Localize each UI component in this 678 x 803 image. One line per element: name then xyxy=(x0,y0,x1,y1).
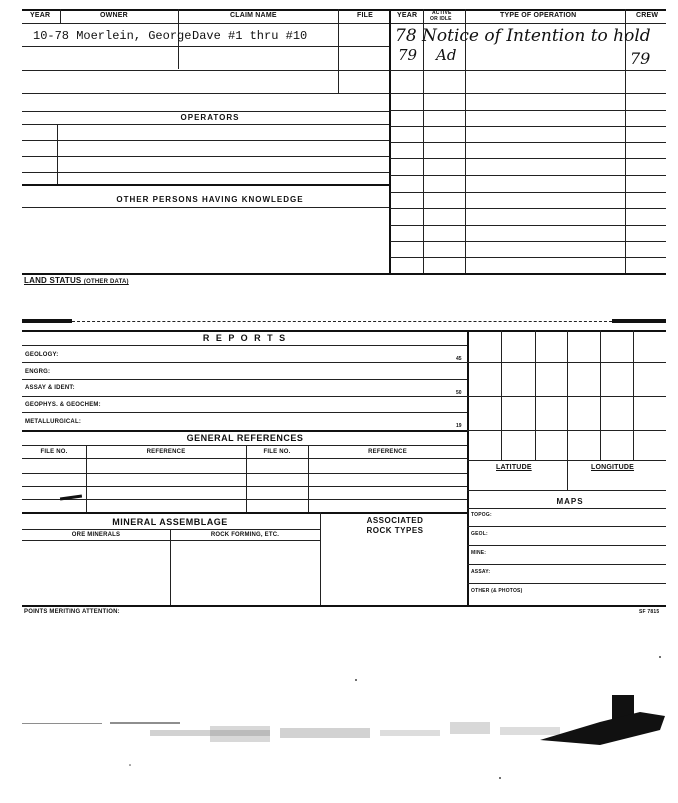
file-no2-header: FILE NO. xyxy=(263,449,291,455)
reports-heading: R E P O R T S xyxy=(202,333,288,343)
active-header: ACTIVE xyxy=(432,10,452,16)
num-50: 50 xyxy=(456,390,462,396)
geol-label: GEOL: xyxy=(471,531,488,537)
claim-name-header: CLAIM NAME xyxy=(230,12,277,19)
handwritten-year: 79 xyxy=(398,46,418,64)
num-45: 45 xyxy=(456,356,462,362)
land-status-text: LAND STATUS xyxy=(24,276,82,285)
geophys-label: GEOPHYS. & GEOCHEM: xyxy=(25,402,101,408)
type-operation-header: TYPE OF OPERATION xyxy=(500,12,577,19)
general-references-heading: GENERAL REFERENCES xyxy=(186,433,304,443)
reference2-header: REFERENCE xyxy=(368,449,407,455)
claim-entry: Dave #1 thru #10 xyxy=(192,29,308,43)
mineral-assemblage-heading: MINERAL ASSEMBLAGE xyxy=(112,517,228,527)
assay-label: ASSAY & IDENT: xyxy=(25,385,75,391)
topog-label: TOPOG: xyxy=(471,512,492,518)
land-status-label xyxy=(24,276,129,285)
year-header: YEAR xyxy=(30,12,51,19)
idle-header: OR IDLE xyxy=(430,16,452,22)
owner-entry: 10-78 Moerlein, George xyxy=(33,29,192,43)
other-persons-heading: OTHER PERSONS HAVING KNOWLEDGE xyxy=(116,195,304,204)
handwritten-crew: 79 xyxy=(630,49,651,68)
land-status-sub: (OTHER DATA) xyxy=(83,279,129,285)
mine-label: MINE: xyxy=(471,550,487,556)
handwritten-operation: 78 Notice of Intention to hold xyxy=(395,26,651,46)
operators-heading: OPERATORS xyxy=(180,113,240,122)
engrg-label: ENGRG: xyxy=(25,369,51,375)
assay-map-label: ASSAY: xyxy=(471,569,491,575)
longitude-label: LONGITUDE xyxy=(591,464,635,471)
points-meriting-label: POINTS MERITING ATTENTION: xyxy=(24,609,120,615)
file-no-header: FILE NO. xyxy=(40,449,68,455)
rock-forming-header: ROCK FORMING, ETC. xyxy=(210,532,280,538)
other-photos-label: OTHER (& PHOTOS) xyxy=(471,588,523,594)
crew-header: CREW xyxy=(636,12,659,19)
owner-header: OWNER xyxy=(100,12,128,19)
ore-minerals-header: ORE MINERALS xyxy=(71,532,121,538)
year2-header: YEAR xyxy=(397,12,418,19)
handwritten-active: Ad xyxy=(436,46,457,64)
latitude-label: LATITUDE xyxy=(496,464,532,471)
form-number: SF 7815 xyxy=(639,609,660,615)
associated-heading: ASSOCIATED xyxy=(366,516,424,525)
metallurgical-label: METALLURGICAL: xyxy=(25,419,82,425)
file-header: FILE xyxy=(357,12,373,19)
maps-heading: MAPS xyxy=(556,497,584,506)
reference-header: REFERENCE xyxy=(146,449,186,455)
num-19: 19 xyxy=(456,423,462,429)
rock-types-heading: ROCK TYPES xyxy=(366,526,424,535)
geology-label: GEOLOGY: xyxy=(25,352,59,358)
